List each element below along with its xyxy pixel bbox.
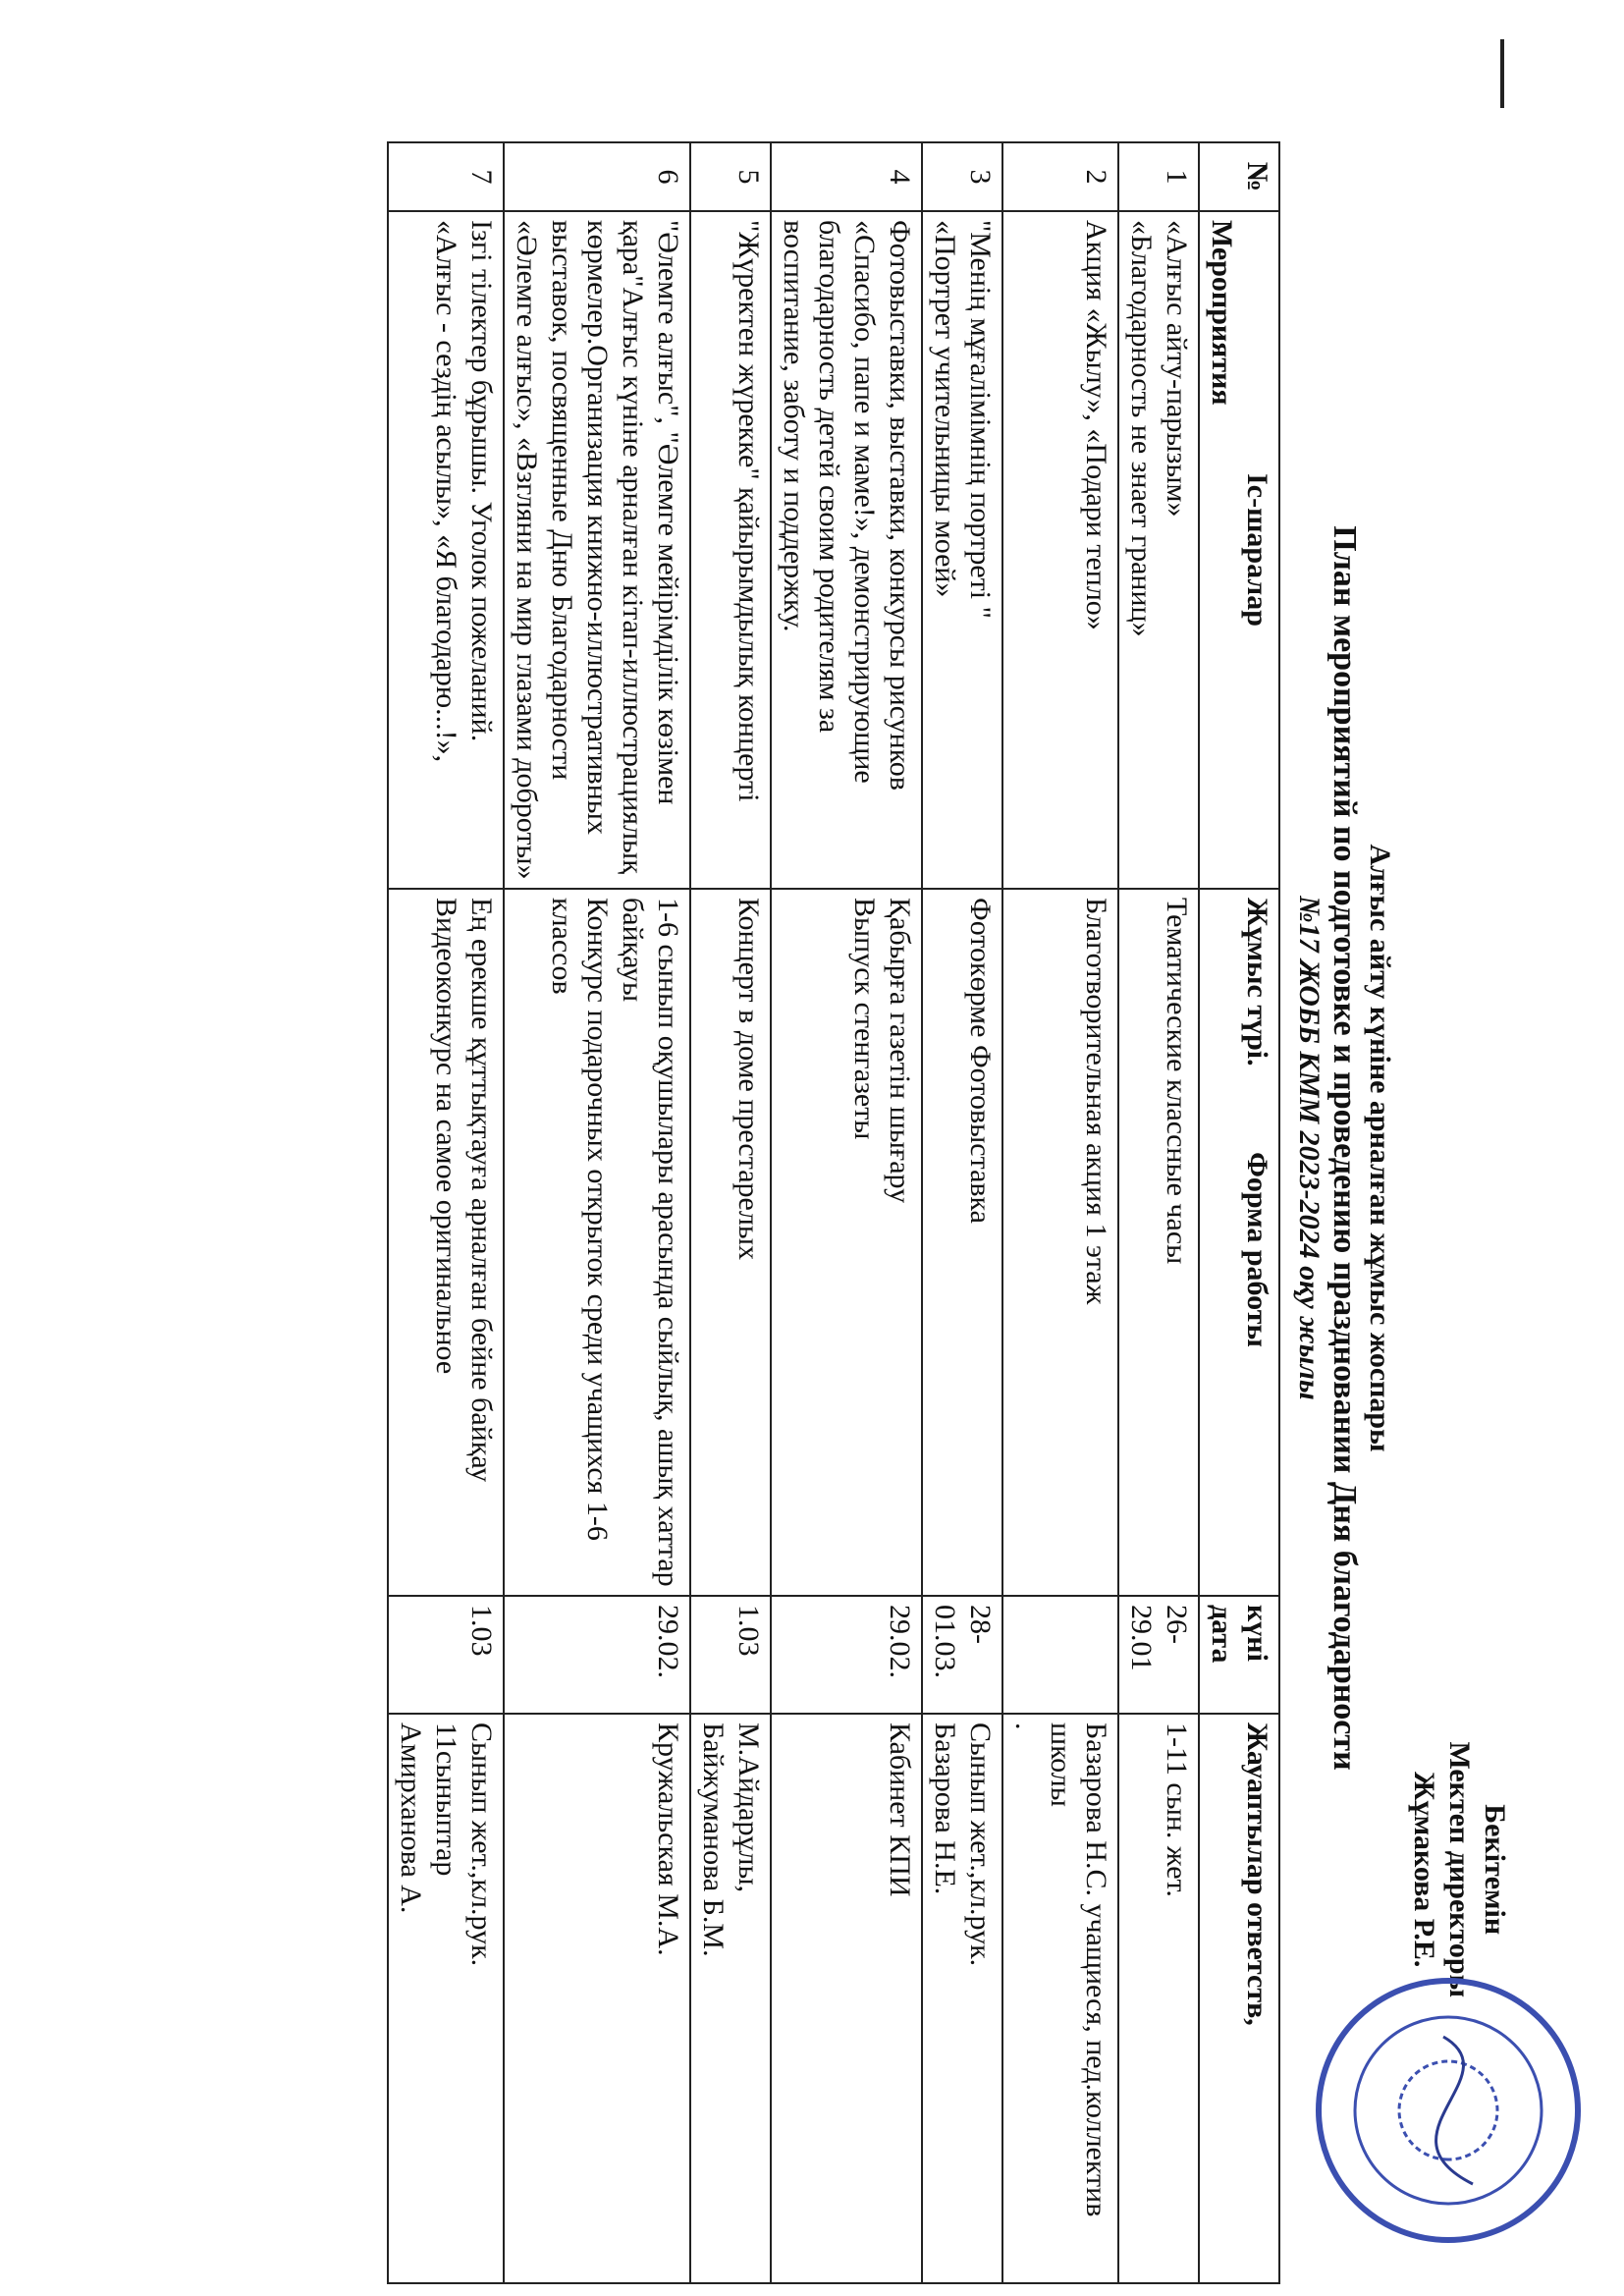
cell-num: 7 <box>388 142 504 211</box>
cell-num: 2 <box>1002 142 1118 211</box>
cell-num: 1 <box>1118 142 1199 211</box>
header-event <box>1199 211 1279 889</box>
header-form-kz: Жұмыс түрі. <box>1241 898 1273 1066</box>
approval-block <box>1406 1741 1512 1997</box>
cell-event: "Менің мұғалімімнің портреті " «Портрет учительницы моей» <box>922 211 1002 889</box>
cell-form: Концерт в доме престарелых <box>690 889 771 1596</box>
document-titles <box>1292 4 1396 2292</box>
cell-date: 29.02. <box>771 1596 922 1714</box>
cell-form: Ең ерекше құттықтауға арналған бейне байқау Видеоконкурс на самое оригинальное <box>388 889 504 1596</box>
title-russian: План мероприятий по подготовке и проведению праздновании Дня благодарности <box>1326 525 1363 1771</box>
title-kazakh: Алғыс айту күніне арналған жұмыс жоспары <box>1364 844 1396 1452</box>
approval-line-3: Жұмакова Р.Е. <box>1408 1772 1440 1968</box>
cell-date: 1.03 <box>388 1596 504 1714</box>
cell-form: Қабырға газетін шығару Выпуск стенгазеты <box>771 889 922 1596</box>
cell-resp: Кабинет КПИ <box>771 1714 922 2283</box>
cell-resp: Кружальская М.А. <box>504 1714 690 2283</box>
rotated-page <box>0 4 1624 2292</box>
cell-event: Акция «Жылу», «Подари тепло» <box>1002 211 1118 889</box>
cell-event: Ізгі тілектер бұрышы. Уголок пожеланий. «Алғыс - сездің асылы», «Я благодарю...!», <box>388 211 504 889</box>
events-table <box>387 141 1280 2284</box>
cell-resp: М.Айдарұлы, Байжуманова Б.М. <box>690 1714 771 2283</box>
cell-num: 6 <box>504 142 690 211</box>
cell-form: Тематические классные часы <box>1118 889 1199 1596</box>
cell-form: Фотокөрме Фотовыставка <box>922 889 1002 1596</box>
cell-date: 26- 29.01 <box>1118 1596 1199 1714</box>
cell-date <box>1002 1596 1118 1714</box>
header-date <box>1199 1596 1279 1714</box>
cell-num: 5 <box>690 142 771 211</box>
cell-resp: Сынып жет.,кл.рук. 11сыныптар Амирханова А. <box>388 1714 504 2283</box>
table-header-row <box>1199 142 1279 2283</box>
header-date-kz: күні <box>1241 1605 1273 1662</box>
cell-resp: Базарова Н.С. учащиеся, пед.коллектив школы . <box>1002 1714 1118 2283</box>
table-row <box>771 142 922 2283</box>
header-event-kz: Іс-шаралар <box>1241 473 1273 627</box>
approval-line-2: Мектеп директоры <box>1443 1741 1476 1997</box>
cell-date: 28- 01.03. <box>922 1596 1002 1714</box>
header-form <box>1199 889 1279 1596</box>
cell-date: 29.02. <box>504 1596 690 1714</box>
table-row <box>504 142 690 2283</box>
header-date-ru: дата <box>1206 1605 1238 1664</box>
header-number: № <box>1199 142 1279 211</box>
cell-date: 1.03 <box>690 1596 771 1714</box>
approval-line-1: Бекітемін <box>1479 1804 1511 1936</box>
header-responsible: Жауаптылар ответств, <box>1199 1714 1279 2283</box>
cell-event: «Алғыс айту-парызым» «Благодарность не знает границ» <box>1118 211 1199 889</box>
cell-resp: Сынып жет.,кл.рук. Базарова Н.Е. <box>922 1714 1002 2283</box>
cell-event: Фотовыставки, выставки, конкурсы рисунков «Спасибо, папе и маме!», демонстрирующие благодарность детей своим родителям за воспитание, заботу и поддержку. <box>771 211 922 889</box>
cell-form: 1-6 сынып оқушылары арасында сыйлық, ашық хаттар байқауы Конкурс подарочных открыток среди учащихся 1-6 классов <box>504 889 690 1596</box>
header-event-ru: Мероприятия <box>1206 220 1238 406</box>
cell-num: 4 <box>771 142 922 211</box>
title-school-year: №17 ЖОББ КММ 2023-2024 оқу жылы <box>1293 896 1326 1400</box>
cell-form: Благотворительная акция 1 этаж <box>1002 889 1118 1596</box>
table-row <box>1002 142 1118 2283</box>
cell-resp: 1-11 сын. жет. <box>1118 1714 1199 2283</box>
cell-event: "Әлемге алғыс", "Әлемге мейірімділік көзімен қара"Алғыс күніне арналған кітап-иллюстрациялық көрмелер.Организация книжно-иллюстративных выставок, посвященные Дню Благодарности «Әлемге алғыс», «Взгляни на мир глазами доброты» <box>504 211 690 889</box>
cell-event: "Жүректен жүрекке" қайырымдылық концерті <box>690 211 771 889</box>
header-form-ru: Форма работы <box>1241 1152 1273 1347</box>
table-row <box>1118 142 1199 2283</box>
table-row <box>690 142 771 2283</box>
cell-num: 3 <box>922 142 1002 211</box>
table-body <box>388 142 1199 2283</box>
table-row <box>922 142 1002 2283</box>
table-row <box>388 142 504 2283</box>
